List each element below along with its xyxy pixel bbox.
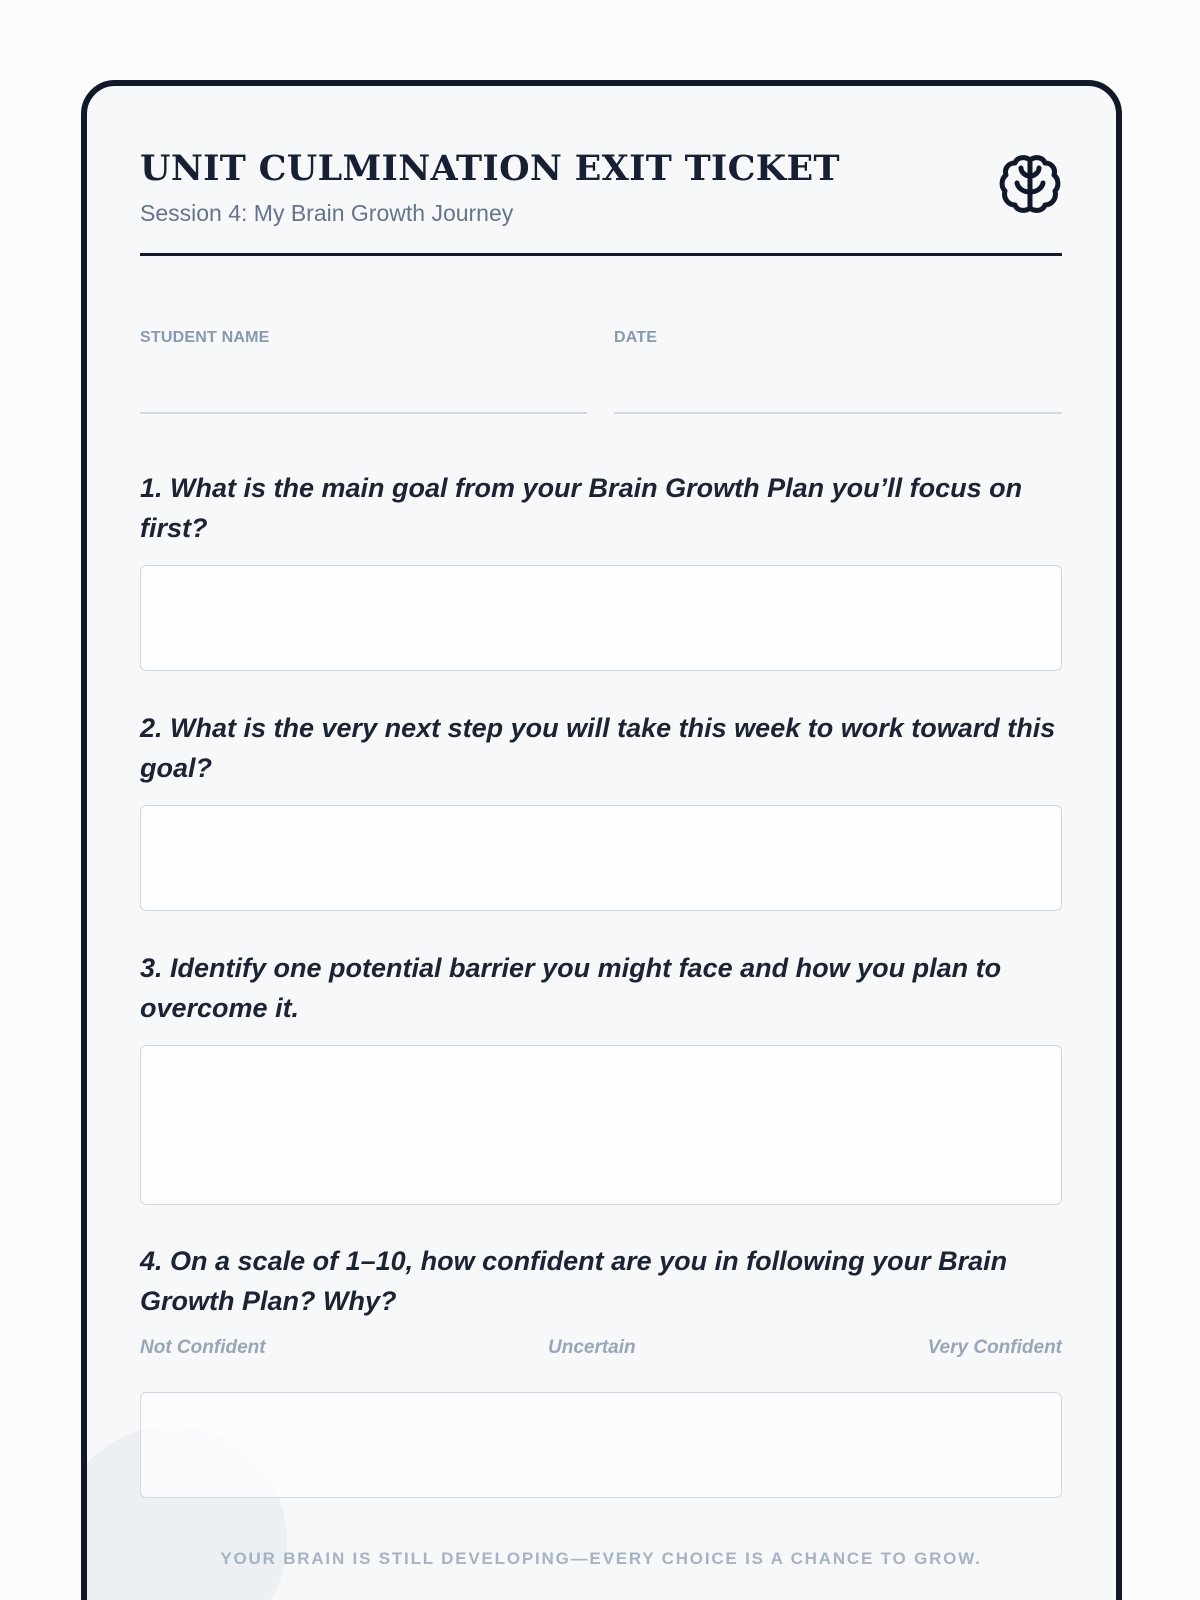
question-4: 4. On a scale of 1–10, how confident are you in following your Brain Growth Plan? Why?	[140, 1246, 1008, 1316]
answer-box-2[interactable]	[140, 805, 1062, 911]
scale-label-high: Very Confident	[927, 1337, 1062, 1358]
footer-message: YOUR BRAIN IS STILL DEVELOPING—EVERY CHOICE IS A CHANCE TO GROW.	[220, 1549, 982, 1568]
question-2: 2. What is the very next step you will take this week to work toward this goal?	[140, 713, 1056, 783]
answer-box-3[interactable]	[140, 1045, 1062, 1205]
student-name-label: STUDENT NAME	[140, 329, 270, 346]
scale-label-mid: Uncertain	[548, 1337, 636, 1358]
answer-box-4[interactable]	[140, 1392, 1062, 1498]
answer-box-1[interactable]	[140, 565, 1062, 671]
page-title: UNIT CULMINATION EXIT TICKET	[140, 148, 840, 189]
brain-icon	[998, 152, 1062, 216]
date-label: DATE	[614, 329, 658, 346]
question-3: 3. Identify one potential barrier you might face and how you plan to overcome it.	[140, 953, 1002, 1023]
student-name-field[interactable]	[140, 412, 587, 414]
scale-label-low: Not Confident	[140, 1337, 266, 1358]
header-divider	[140, 253, 1062, 256]
page-subtitle: Session 4: My Brain Growth Journey	[140, 200, 514, 226]
question-1: 1. What is the main goal from your Brain Growth Plan you’ll focus on first?	[140, 473, 1023, 543]
date-field[interactable]	[614, 412, 1062, 414]
card-content	[140, 86, 1062, 1600]
exit-ticket-card	[81, 80, 1122, 1600]
